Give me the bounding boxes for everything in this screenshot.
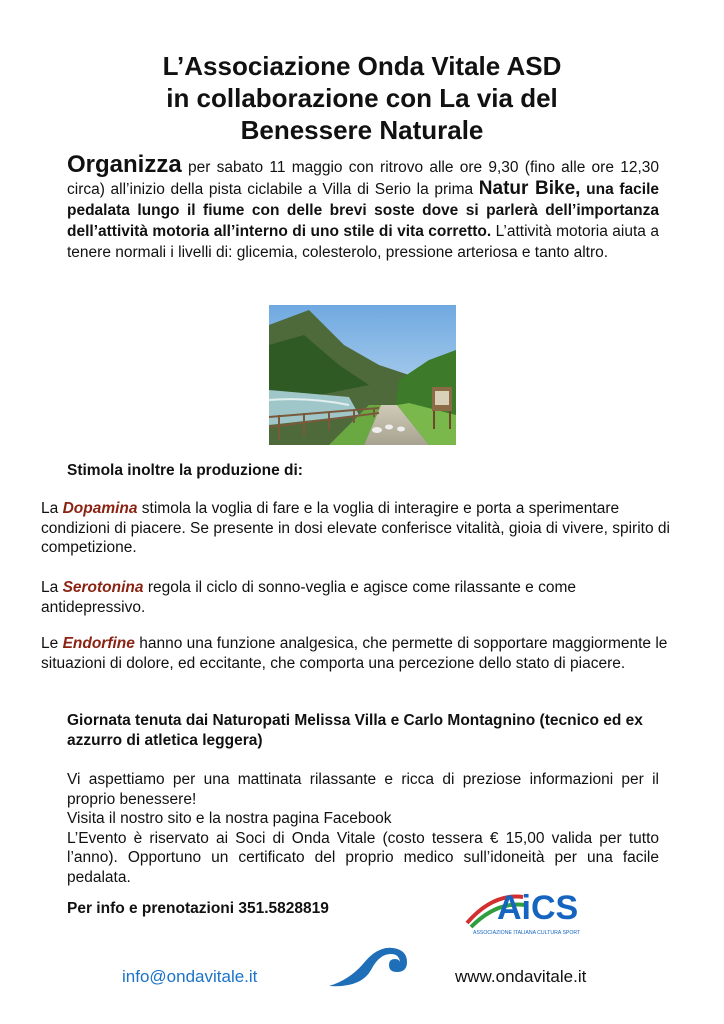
endorfine-name: Endorfine [62,635,135,652]
closing-line-2: Visita il nostro sito e la nostra pagina Facebook [67,810,392,827]
serotonina-paragraph [41,578,671,617]
intro-text-2: L’attività motoria aiuta a tenere normali i livelli di: glicemia, colesterolo, pressione arteriosa e tanto altro. [67,223,659,261]
dopamina-paragraph [41,499,671,558]
serotonina-prefix: La [41,579,63,596]
title-line-1: L’Associazione Onda Vitale ASD [162,51,562,81]
closing-line-3: L’Evento è riservato ai Soci di Onda Vitale (costo tessera € 15,00 valida per tutto l’anno). Opportuno un certificato del proprio medico sull’idoneità per una facile pedalata. [67,829,659,886]
aics-logo-caption: ASSOCIAZIONE ITALIANA CULTURA SPORT [473,930,581,936]
bike-path-photo-image [269,305,456,445]
dopamina-text: stimola la voglia di fare e la voglia di interagire e porta a sperimentare condizioni di piacere. Se presente in dosi elevate conferisce vitalità, gioia di vivere, spirito di competizione. [41,500,670,556]
endorfine-text: hanno una funzione analgesica, che permette di sopportare maggiormente le situazioni di dolore, ed eccitante, che comporta una percezione dello stato di piacere. [41,635,668,672]
giornata-paragraph: Giornata tenuta dai Naturopati Melissa Villa e Carlo Montagnino (tecnico ed ex azzurro di atletica leggera) [67,712,643,749]
intro-lead: Organizza [67,151,182,178]
onda-vitale-wave-logo [327,936,412,991]
event-name: Natur Bike, [478,178,581,199]
wave-icon [327,936,412,991]
aics-logo-letters: AiCS [497,889,579,927]
intro-text-bold: una facile pedalata lungo il fiume con delle brevi soste dove si parlerà dell’importanza dell’attività motoria all’interno di uno stile di vita corretto. [67,181,659,240]
title-line-2: in collaborazione con La via del [166,83,558,113]
serotonina-name: Serotonina [62,579,144,596]
endorfine-prefix: Le [41,635,63,652]
dopamina-name: Dopamina [62,500,138,517]
aics-logo-graphic [463,883,583,938]
closing-paragraph [67,770,659,887]
closing-line-1: Vi aspettiamo per una mattinata rilassante e ricca di preziose informazioni per il proprio benessere! [67,771,659,808]
aics-logo [463,883,583,938]
intro-text-1: per sabato 11 maggio con ritrovo alle ore 9,30 (fino alle ore 12,30 circa) all’inizio della pista ciclabile a Villa di Serio la prima [67,159,659,198]
serotonina-text: regola il ciclo di sonno-veglia e agisce come rilassante e come antidepressivo. [41,579,577,616]
title-line-3: Benessere Naturale [240,115,484,145]
info-contact: Per info e prenotazioni 351.5828819 [67,900,329,917]
email-link[interactable]: info@ondavitale.it [122,967,258,986]
website-link[interactable]: www.ondavitale.it [455,967,587,986]
dopamina-prefix: La [41,500,63,517]
bike-path-photo [269,305,456,445]
intro-paragraph [67,151,659,263]
production-subheading: Stimola inoltre la produzione di: [67,462,303,479]
page-title [60,50,664,146]
endorfine-paragraph [41,634,671,673]
